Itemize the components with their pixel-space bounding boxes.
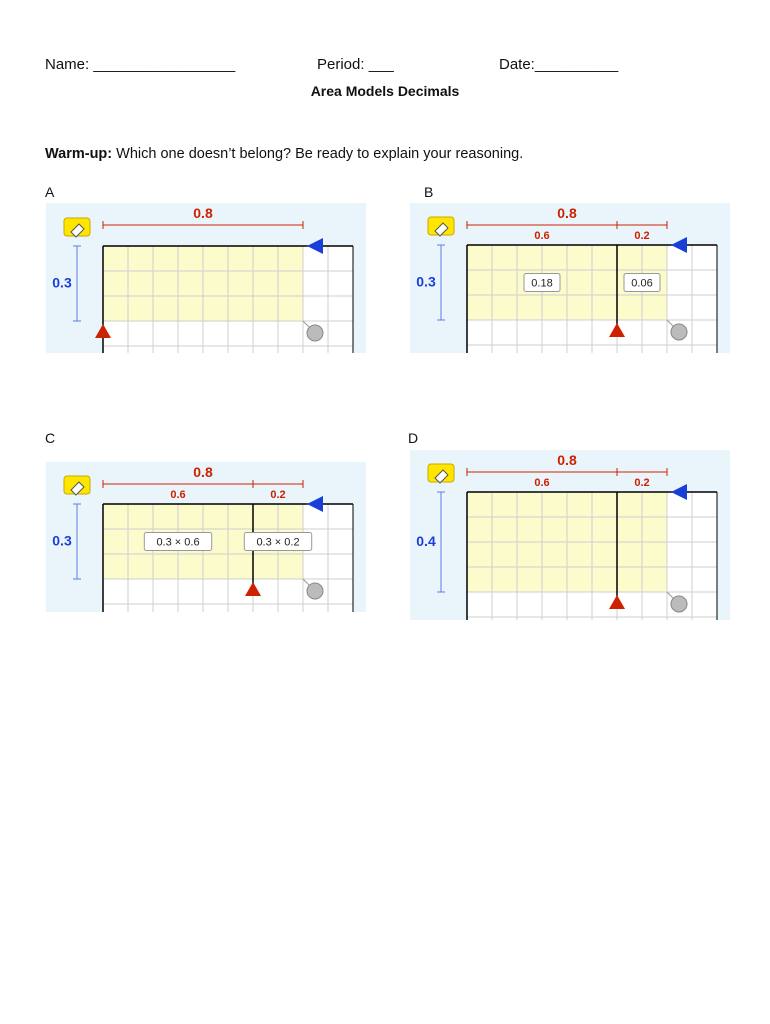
date-field-label: Date:__________: [499, 56, 619, 73]
panel-d-model: [410, 450, 730, 620]
panel-d: [410, 450, 730, 600]
panel-b: [410, 203, 730, 353]
top-length-label: 0.8: [193, 205, 213, 221]
panel-b-letter: B: [424, 184, 434, 200]
resize-handle-icon[interactable]: [671, 324, 687, 340]
product-right-label: 0.3 × 0.2: [256, 536, 300, 549]
panel-a-model: [46, 203, 366, 353]
name-field-label: Name: _________________: [45, 56, 236, 73]
panel-b-model: [410, 203, 730, 353]
panel-d-letter: D: [408, 430, 419, 446]
resize-handle-icon[interactable]: [671, 596, 687, 612]
panel-c-model: [46, 462, 366, 612]
panel-a: [46, 203, 366, 353]
side-length-label: 0.3: [52, 532, 72, 549]
product-left-label: 0.3 × 0.6: [156, 536, 200, 549]
top-length-label: 0.8: [193, 464, 213, 480]
sub-length-left: 0.6: [534, 477, 550, 489]
warmup-bold: Warm-up:: [45, 146, 113, 162]
panel-c: [46, 462, 366, 612]
sub-length-right: 0.2: [634, 230, 650, 242]
sub-length-left: 0.6: [534, 230, 550, 242]
sub-length-right: 0.2: [270, 489, 286, 501]
product-right-label: 0.06: [631, 277, 653, 290]
period-field-label: Period: ___: [317, 56, 394, 73]
side-length-label: 0.3: [416, 273, 436, 290]
panel-a-letter: A: [45, 184, 55, 200]
resize-handle-icon[interactable]: [307, 325, 323, 341]
warmup-prompt: [45, 146, 523, 162]
product-left-label: 0.18: [531, 277, 553, 290]
side-length-label: 0.4: [416, 533, 436, 549]
warmup-text: Which one doesn’t belong? Be ready to explain your reasoning.: [112, 146, 524, 162]
side-length-label: 0.3: [52, 274, 72, 291]
resize-handle-icon[interactable]: [307, 583, 323, 599]
sub-length-right: 0.2: [634, 477, 650, 489]
panel-c-letter: C: [45, 430, 56, 446]
top-length-label: 0.8: [557, 205, 577, 221]
page-title: Area Models Decimals: [310, 83, 460, 99]
top-length-label: 0.8: [557, 452, 577, 468]
sub-length-left: 0.6: [170, 489, 186, 501]
